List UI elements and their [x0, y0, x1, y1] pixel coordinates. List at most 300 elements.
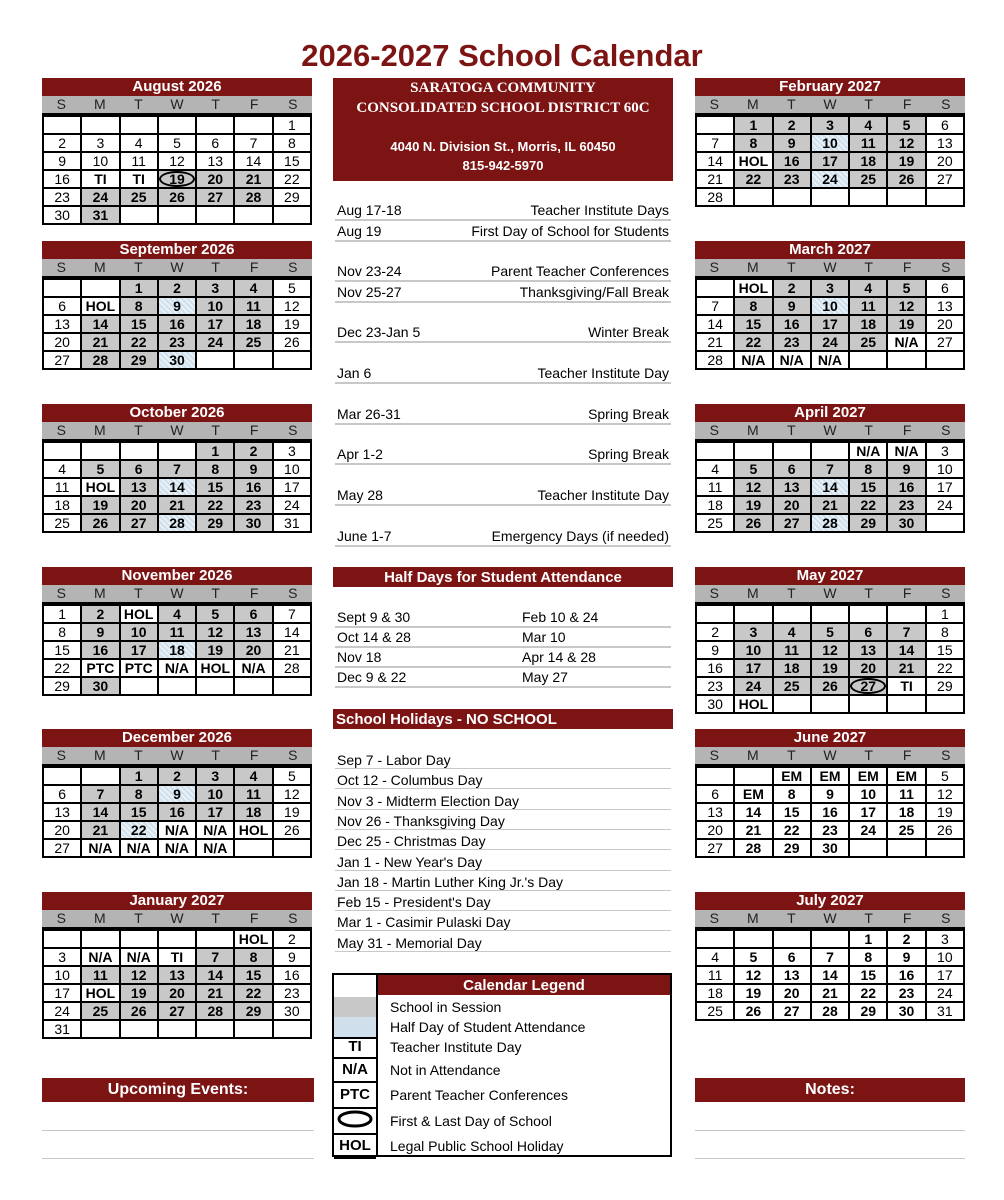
month-title: February 2027: [695, 78, 965, 96]
day-cell: 11: [887, 785, 925, 803]
day-cell: 2: [696, 623, 734, 641]
half-day-spring: Feb 10 & 24: [522, 609, 599, 625]
month-title: April 2027: [695, 404, 965, 422]
day-cell: 17: [196, 803, 234, 821]
legend-label: Legal Public School Holiday: [390, 1138, 564, 1154]
day-cell: 17: [120, 641, 158, 659]
day-cell: 9: [81, 623, 119, 641]
day-cell: 4: [773, 623, 811, 641]
week-row: [696, 659, 964, 677]
week-row: [696, 297, 964, 315]
weekday-label: S: [56, 747, 66, 763]
day-cell: 22: [234, 984, 272, 1002]
day-cell: HOL: [81, 297, 119, 315]
day-cell: 21: [734, 821, 772, 839]
weekday-header: [42, 585, 312, 604]
week-row: [43, 659, 311, 677]
day-cell: [158, 116, 196, 134]
day-cell: 17: [849, 803, 887, 821]
weekday-label: T: [211, 259, 220, 275]
district-header: [333, 78, 673, 181]
day-cell: 6: [196, 134, 234, 152]
day-cell: 22: [273, 170, 311, 188]
day-cell: [696, 442, 734, 460]
day-cell: [43, 767, 81, 785]
half-day-fall: Sept 9 & 30: [337, 609, 411, 625]
half-day-row: [335, 627, 671, 648]
weekday-label: W: [823, 910, 837, 926]
day-cell: 23: [773, 333, 811, 351]
day-cell: 10: [926, 948, 964, 966]
key-date-name: Parent Teacher Conferences: [491, 263, 669, 279]
day-cell: 24: [43, 1002, 81, 1020]
weekday-label: S: [56, 259, 66, 275]
week-row: [696, 695, 964, 713]
day-cell: 19: [81, 496, 119, 514]
day-cell: N/A: [887, 333, 925, 351]
day-cell: [120, 677, 158, 695]
day-cell: 24: [926, 496, 964, 514]
legend-symbol: HOL: [334, 1135, 376, 1159]
holidays-header: School Holidays - NO SCHOOL: [333, 709, 673, 729]
day-cell: HOL: [734, 695, 772, 713]
day-cell: 4: [120, 134, 158, 152]
weekday-header: [695, 585, 965, 604]
day-cell: N/A: [81, 839, 119, 857]
day-cell: 22: [43, 659, 81, 677]
half-day-spring: May 27: [522, 669, 568, 685]
day-cell: 16: [234, 478, 272, 496]
day-cell: 7: [158, 460, 196, 478]
weekday-label: M: [94, 747, 106, 763]
day-cell: 29: [234, 1002, 272, 1020]
weekday-label: S: [709, 259, 719, 275]
key-date-row: [335, 200, 671, 221]
weekday-label: W: [823, 96, 837, 112]
weekday-label: S: [941, 585, 951, 601]
week-row: [43, 279, 311, 297]
upcoming-events-line: [42, 1130, 314, 1131]
week-row: [696, 623, 964, 641]
key-date-row: [335, 322, 671, 343]
day-cell: 23: [696, 677, 734, 695]
day-cell: PTC: [120, 659, 158, 677]
day-cell: [849, 188, 887, 206]
day-cell: 29: [926, 677, 964, 695]
day-cell: 5: [887, 279, 925, 297]
weekday-label: T: [211, 422, 220, 438]
week-row: [43, 803, 311, 821]
day-cell: 27: [773, 514, 811, 532]
day-cell: 2: [81, 605, 119, 623]
day-cell: 26: [158, 188, 196, 206]
day-cell: 12: [273, 297, 311, 315]
key-date-date: Aug 17-18: [337, 202, 402, 218]
day-cell: 6: [926, 279, 964, 297]
month-calendar: [695, 78, 965, 207]
day-cell: 21: [81, 821, 119, 839]
day-cell: 10: [926, 460, 964, 478]
day-cell: 20: [158, 984, 196, 1002]
day-cell: 24: [273, 496, 311, 514]
week-row: [43, 785, 311, 803]
day-cell: 20: [773, 496, 811, 514]
day-cell: [234, 1020, 272, 1038]
day-cell: 3: [273, 442, 311, 460]
day-cell: 24: [811, 170, 849, 188]
day-cell: 29: [849, 514, 887, 532]
day-cell: 26: [811, 677, 849, 695]
day-cell: 23: [887, 496, 925, 514]
day-cell: HOL: [120, 605, 158, 623]
legend-row: [334, 1109, 670, 1133]
day-cell: 6: [120, 460, 158, 478]
day-cell: 27: [196, 188, 234, 206]
day-cell: 8: [849, 460, 887, 478]
day-cell: [120, 442, 158, 460]
weekday-label: M: [94, 96, 106, 112]
legend-row: [334, 997, 670, 1017]
day-cell: 11: [120, 152, 158, 170]
day-cell: [696, 767, 734, 785]
day-cell: [734, 605, 772, 623]
key-date-date: June 1-7: [337, 528, 392, 544]
weekday-header: [695, 422, 965, 441]
day-cell: 21: [811, 496, 849, 514]
day-cell: 8: [273, 134, 311, 152]
weekday-label: F: [249, 259, 259, 275]
day-cell: [273, 839, 311, 857]
day-cell: [887, 605, 925, 623]
day-cell: 9: [158, 297, 196, 315]
day-cell: 18: [696, 984, 734, 1002]
notes-line: [695, 1130, 965, 1131]
notes-header: Notes:: [695, 1078, 965, 1102]
legend-row: [334, 1037, 670, 1057]
week-row: [696, 116, 964, 134]
day-cell: 15: [120, 803, 158, 821]
day-cell: 19: [887, 315, 925, 333]
day-cell: 2: [234, 442, 272, 460]
day-cell: [734, 188, 772, 206]
key-date-row: [335, 363, 671, 384]
week-row: [43, 206, 311, 224]
day-cell: HOL: [734, 279, 772, 297]
weekday-label: F: [902, 96, 912, 112]
key-date-date: Apr 1-2: [337, 446, 383, 462]
weekday-header: [42, 910, 312, 929]
day-cell: 31: [43, 1020, 81, 1038]
day-cell: 27: [43, 839, 81, 857]
swatch-half-day: [334, 1017, 376, 1039]
week-row: [43, 478, 311, 496]
day-cell: 28: [234, 188, 272, 206]
day-cell: 12: [887, 297, 925, 315]
weekday-label: T: [864, 422, 873, 438]
weekday-label: M: [94, 910, 106, 926]
day-cell: 12: [926, 785, 964, 803]
day-cell: 1: [120, 279, 158, 297]
page-title: 2026-2027 School Calendar: [301, 38, 703, 73]
weekday-label: S: [941, 422, 951, 438]
holiday-item: Jan 1 - New Year's Day: [335, 852, 671, 871]
day-cell: 26: [887, 170, 925, 188]
day-cell: [849, 605, 887, 623]
week-row: [43, 315, 311, 333]
month-calendar: [42, 241, 312, 370]
day-cell: TI: [81, 170, 119, 188]
month-title: September 2026: [42, 241, 312, 259]
day-cell: 18: [849, 152, 887, 170]
legend-label: Teacher Institute Day: [390, 1039, 522, 1055]
day-cell: HOL: [81, 984, 119, 1002]
week-row: [43, 170, 311, 188]
day-cell: 18: [887, 803, 925, 821]
weekday-label: W: [823, 585, 837, 601]
day-cell: 14: [81, 803, 119, 821]
weekday-label: S: [709, 96, 719, 112]
day-cell: N/A: [234, 659, 272, 677]
key-date-row: [335, 221, 671, 242]
holiday-item: Nov 3 - Midterm Election Day: [335, 791, 671, 810]
day-cell: 5: [734, 948, 772, 966]
weekday-label: S: [941, 96, 951, 112]
day-cell: 20: [196, 170, 234, 188]
district-address: 4040 N. Division St., Morris, IL 60450: [390, 139, 616, 154]
day-cell: 13: [773, 478, 811, 496]
day-cell: 11: [43, 478, 81, 496]
day-cell: 27: [696, 839, 734, 857]
day-cell: [120, 206, 158, 224]
key-date-row: [335, 526, 671, 547]
day-cell: 18: [849, 315, 887, 333]
week-row: [696, 966, 964, 984]
half-day-row: [335, 607, 671, 628]
day-cell: [196, 677, 234, 695]
weekday-label: T: [787, 747, 796, 763]
week-row: [43, 333, 311, 351]
day-cell: 9: [273, 948, 311, 966]
day-cell: [158, 170, 196, 188]
day-cell: 8: [849, 948, 887, 966]
day-cell: 25: [81, 1002, 119, 1020]
day-cell: 19: [926, 803, 964, 821]
week-row: [43, 134, 311, 152]
day-cell: N/A: [158, 659, 196, 677]
weekday-label: W: [823, 747, 837, 763]
week-row: [696, 785, 964, 803]
day-cell: [887, 351, 925, 369]
weekday-label: F: [902, 910, 912, 926]
legend-label: Parent Teacher Conferences: [390, 1087, 568, 1103]
day-cell: 3: [926, 442, 964, 460]
day-cell: 12: [158, 152, 196, 170]
day-cell: 4: [696, 948, 734, 966]
weekday-label: S: [56, 910, 66, 926]
day-cell: 11: [849, 297, 887, 315]
day-cell: 11: [696, 966, 734, 984]
day-cell: 22: [734, 170, 772, 188]
key-date-name: Spring Break: [588, 446, 669, 462]
day-cell: 3: [926, 930, 964, 948]
week-row: [43, 930, 311, 948]
day-cell: HOL: [81, 478, 119, 496]
day-cell: 12: [734, 478, 772, 496]
weekday-label: M: [747, 96, 759, 112]
day-cell: 11: [81, 966, 119, 984]
day-cell: 18: [234, 315, 272, 333]
legend-row: [334, 1135, 670, 1157]
day-cell: 21: [696, 170, 734, 188]
day-cell: N/A: [196, 839, 234, 857]
weekday-label: T: [864, 585, 873, 601]
day-cell: 15: [734, 315, 772, 333]
weekday-label: T: [787, 96, 796, 112]
day-cell: 11: [234, 785, 272, 803]
day-cell: [273, 206, 311, 224]
district-name-line1: SARATOGA COMMUNITY: [410, 80, 596, 96]
day-cell: [81, 1020, 119, 1038]
weekday-label: T: [787, 259, 796, 275]
weekday-label: T: [134, 259, 143, 275]
day-cell: [81, 279, 119, 297]
swatch-in-session: [334, 997, 376, 1019]
day-cell: 27: [43, 351, 81, 369]
day-cell: 25: [696, 1002, 734, 1020]
week-row: [696, 478, 964, 496]
day-cell: 7: [696, 297, 734, 315]
week-row: [43, 641, 311, 659]
key-date-date: Dec 23-Jan 5: [337, 324, 421, 340]
day-cell: 26: [273, 821, 311, 839]
day-cell: [811, 605, 849, 623]
day-cell: 16: [811, 803, 849, 821]
day-cell: [120, 1020, 158, 1038]
key-date-name: Teacher Institute Day: [537, 365, 669, 381]
day-cell: [81, 767, 119, 785]
day-cell: 20: [849, 659, 887, 677]
day-cell: 20: [120, 496, 158, 514]
key-date-row: [335, 282, 671, 303]
week-row: [696, 351, 964, 369]
day-cell: 11: [849, 134, 887, 152]
day-cell: 8: [120, 297, 158, 315]
day-cell: 23: [234, 496, 272, 514]
day-cell: EM: [811, 767, 849, 785]
weekday-label: T: [787, 585, 796, 601]
weekday-label: T: [864, 910, 873, 926]
weekday-header: [695, 259, 965, 278]
day-cell: 20: [43, 821, 81, 839]
day-cell: 24: [734, 677, 772, 695]
legend-label: Half Day of Student Attendance: [390, 1019, 586, 1035]
day-cell: 13: [234, 623, 272, 641]
weekday-label: S: [709, 910, 719, 926]
day-cell: 16: [273, 966, 311, 984]
day-cell: N/A: [849, 442, 887, 460]
day-cell: 6: [773, 948, 811, 966]
day-cell: 14: [887, 641, 925, 659]
week-row: [43, 297, 311, 315]
month-calendar: [695, 241, 965, 370]
day-cell: [120, 930, 158, 948]
day-cell: EM: [849, 767, 887, 785]
day-cell: [811, 442, 849, 460]
week-row: [696, 1002, 964, 1020]
weekday-label: T: [864, 747, 873, 763]
day-cell: 16: [696, 659, 734, 677]
first-last-day-marker: 27: [850, 678, 886, 694]
month-title: May 2027: [695, 567, 965, 585]
day-cell: 28: [811, 514, 849, 532]
day-cell: 15: [773, 803, 811, 821]
day-cell: 16: [158, 803, 196, 821]
half-day-spring: Apr 14 & 28: [522, 649, 596, 665]
day-cell: [849, 677, 887, 695]
month-calendar: [42, 892, 312, 1039]
day-cell: 22: [773, 821, 811, 839]
half-day-fall: Dec 9 & 22: [337, 669, 407, 685]
day-cell: [196, 116, 234, 134]
legend-symbol: N/A: [334, 1059, 376, 1083]
day-cell: 22: [926, 659, 964, 677]
day-cell: 10: [196, 785, 234, 803]
day-cell: 2: [273, 930, 311, 948]
week-row: [696, 170, 964, 188]
day-cell: 1: [926, 605, 964, 623]
day-cell: 10: [81, 152, 119, 170]
day-cell: 29: [773, 839, 811, 857]
day-cell: 30: [43, 206, 81, 224]
day-cell: 29: [273, 188, 311, 206]
day-cell: 6: [849, 623, 887, 641]
day-cell: 26: [273, 333, 311, 351]
legend-row: [334, 1083, 670, 1107]
day-cell: [81, 442, 119, 460]
day-cell: 19: [273, 315, 311, 333]
day-cell: 24: [196, 333, 234, 351]
half-day-row: [335, 667, 671, 688]
day-cell: [158, 1020, 196, 1038]
day-cell: 2: [158, 279, 196, 297]
day-cell: 10: [120, 623, 158, 641]
day-cell: 5: [273, 279, 311, 297]
day-cell: [234, 677, 272, 695]
key-date-date: Jan 6: [337, 365, 372, 381]
day-cell: HOL: [234, 821, 272, 839]
weekday-label: S: [941, 747, 951, 763]
day-cell: 30: [887, 514, 925, 532]
day-cell: 5: [887, 116, 925, 134]
day-cell: 30: [811, 839, 849, 857]
weekday-label: S: [288, 96, 298, 112]
day-cell: 22: [849, 984, 887, 1002]
day-cell: 28: [81, 351, 119, 369]
day-cell: 20: [926, 315, 964, 333]
weekday-label: T: [134, 585, 143, 601]
month-calendar: [695, 729, 965, 858]
key-date-row: [335, 404, 671, 425]
day-cell: 23: [43, 188, 81, 206]
key-date-date: Aug 19: [337, 223, 382, 239]
day-cell: 18: [43, 496, 81, 514]
weekday-label: S: [56, 422, 66, 438]
day-cell: 26: [81, 514, 119, 532]
day-cell: [158, 206, 196, 224]
day-cell: 15: [43, 641, 81, 659]
week-row: [696, 821, 964, 839]
day-cell: [234, 839, 272, 857]
